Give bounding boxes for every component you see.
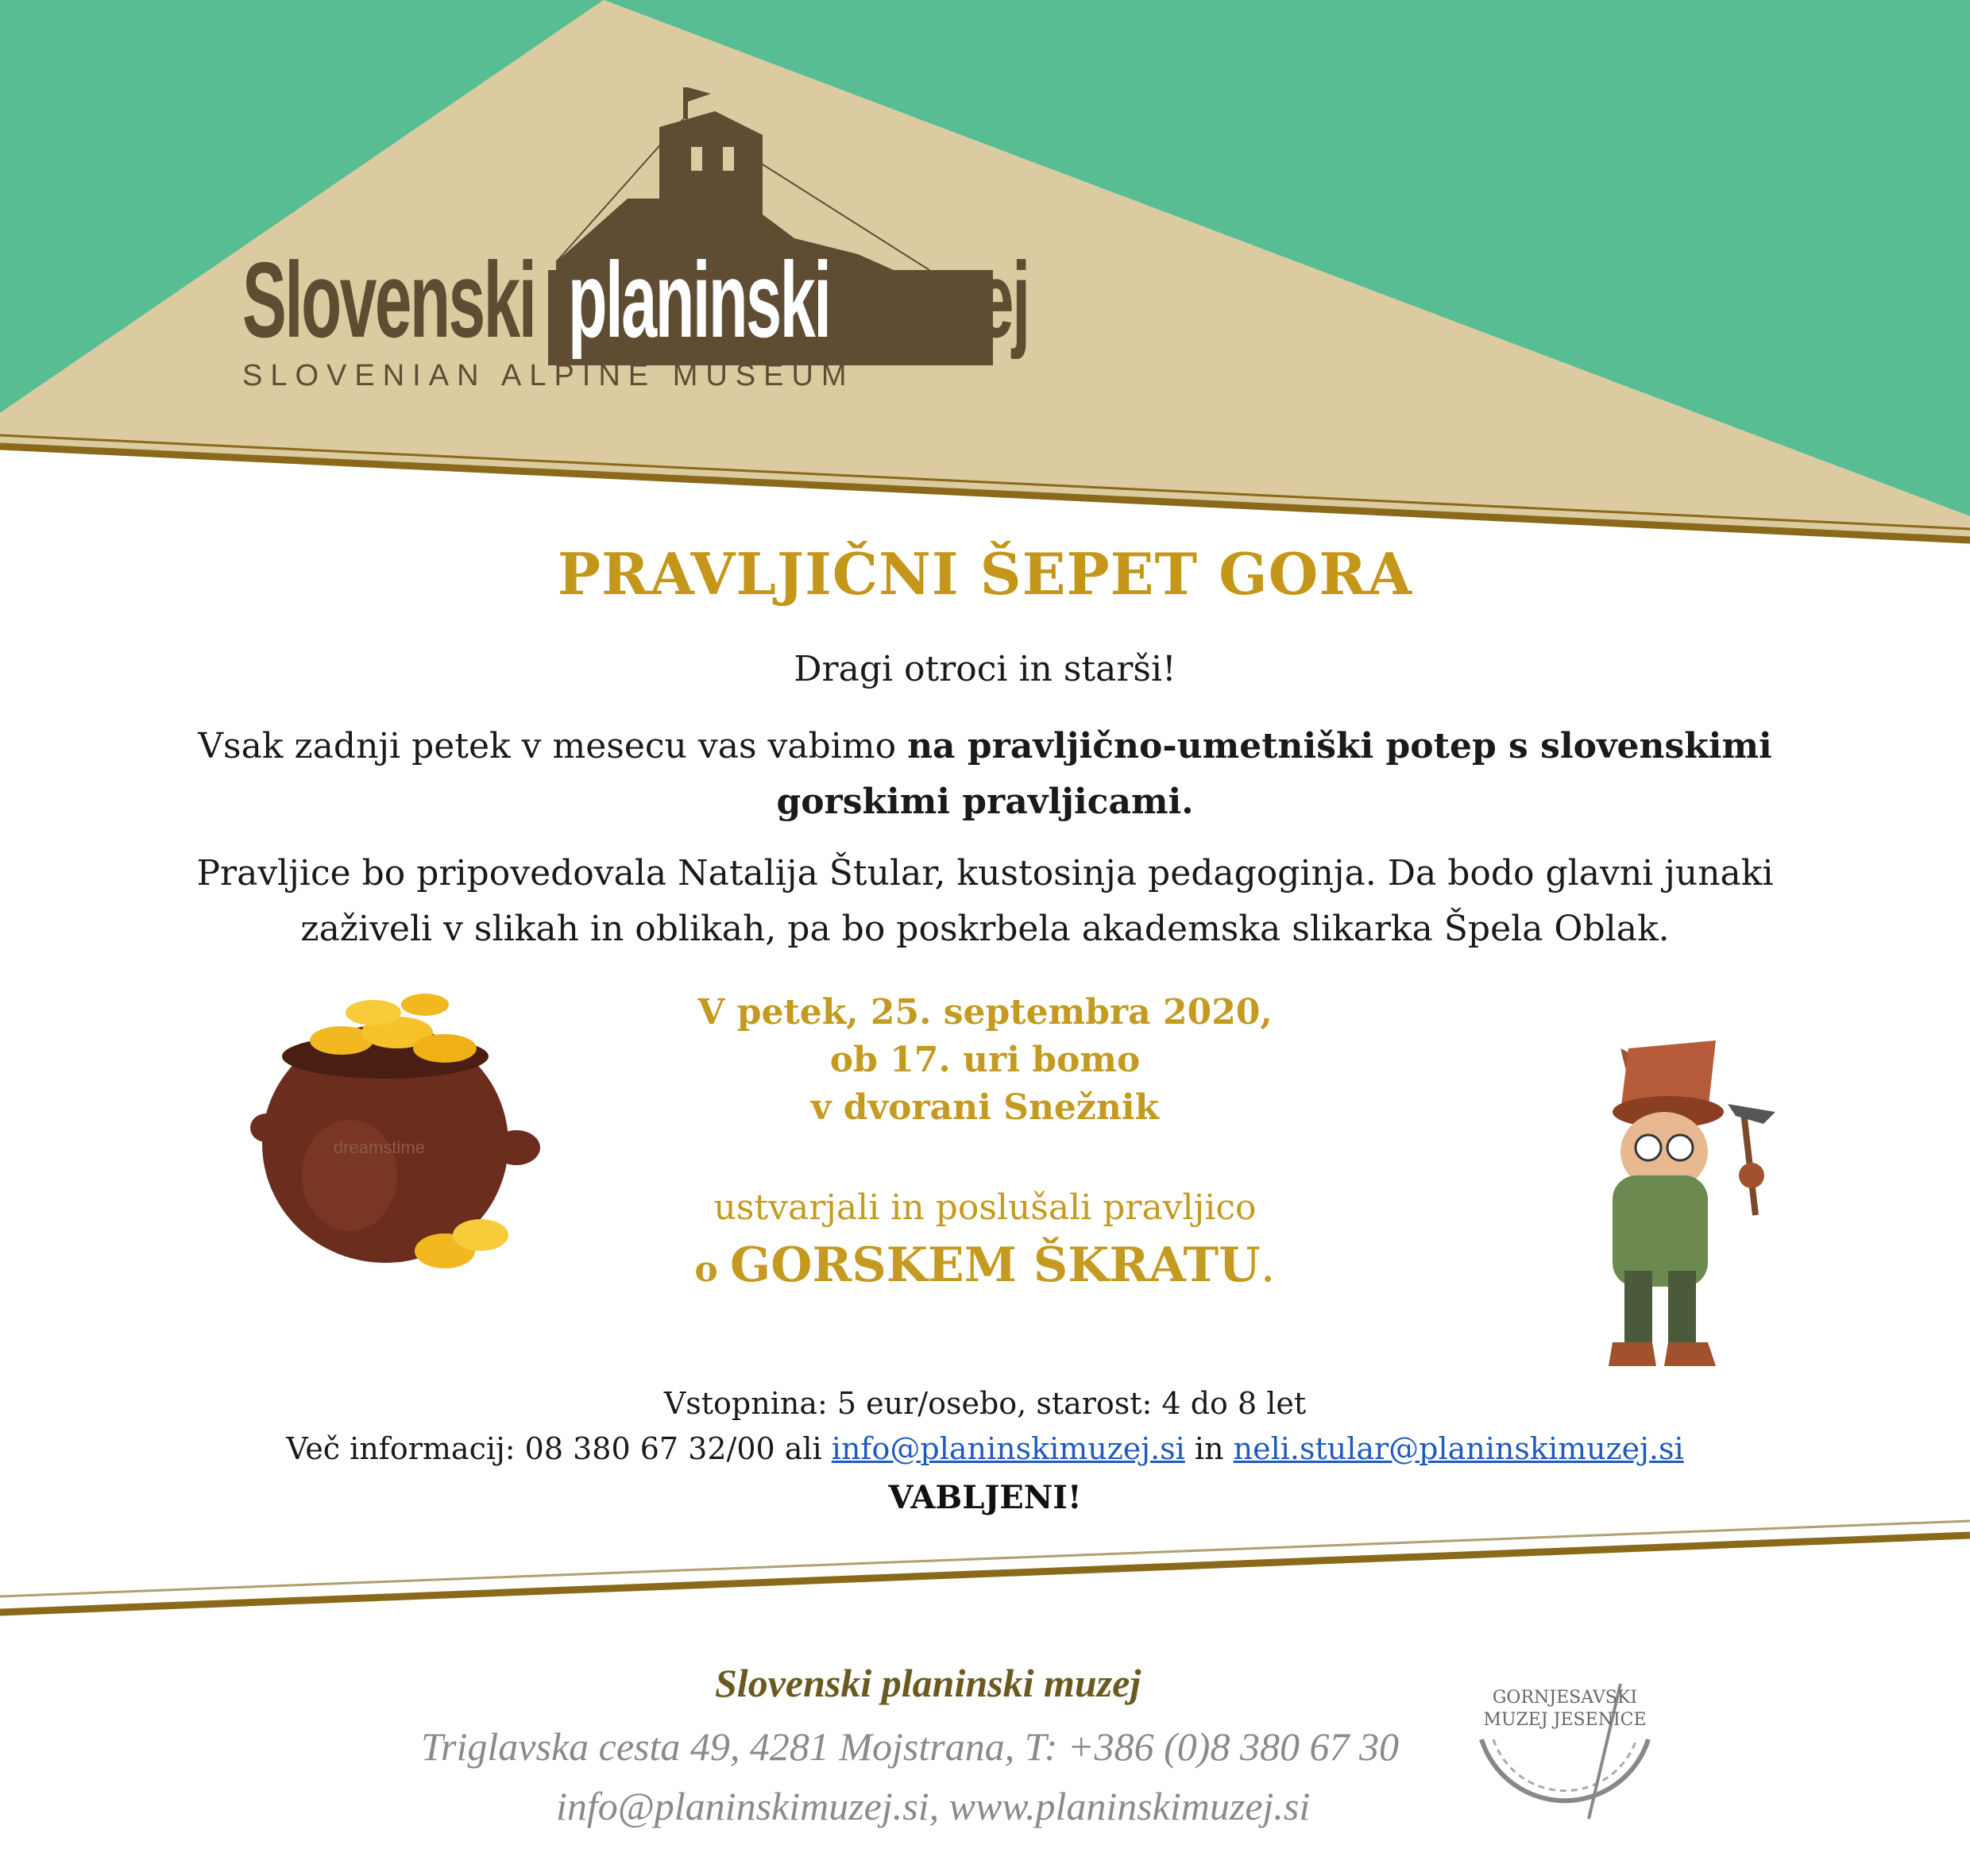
footer-museum-name: Slovenski planinski muzej [715, 1661, 1141, 1705]
description-paragraph [0, 846, 1970, 957]
footer-line-thick [0, 1535, 1970, 1612]
subject-name: GORSKEM ŠKRATU [730, 1237, 1261, 1293]
intro-paragraph [0, 719, 1970, 830]
logo-word-slovenski: Slovenski [242, 240, 535, 360]
greeting: Dragi otroci in starši! [794, 649, 1176, 689]
event-date: V petek, 25. septembra 2020, [697, 992, 1273, 1033]
footer-line-thin [0, 1521, 1970, 1596]
logo-word-planinski: planinski [568, 240, 830, 360]
image-watermark: dreamstime [334, 1137, 425, 1157]
contact-info [0, 1431, 1970, 1466]
logo-word-muzej: muzej [850, 240, 1029, 360]
description-line-1: Pravljice bo pripovedovala Natalija Štular, kustosinja pedagoginja. Da bodo glavni junaki [196, 853, 1774, 894]
event-title: PRAVLJIČNI ŠEPET GORA [557, 540, 1413, 608]
entry-info: Vstopnina: 5 eur/osebo, starost: 4 do 8 let [663, 1386, 1307, 1421]
event-date-block [0, 989, 1970, 1132]
partner-logo-line2: MUZEJ JESENICE [1483, 1710, 1647, 1730]
contact-mid: in [1184, 1431, 1234, 1466]
intro-bold-text-2: gorskimi pravljicami. [776, 782, 1194, 822]
email-info-link[interactable]: info@planinskimuzej.si [831, 1431, 1185, 1466]
welcome-text: VABLJENI! [888, 1479, 1082, 1516]
event-time: ob 17. uri bomo [829, 1040, 1141, 1080]
event-venue: v dvorani Snežnik [810, 1087, 1160, 1128]
intro-bold-text: na pravljično-umetniški potep s slovenskimi [907, 726, 1772, 766]
event-subject [0, 1237, 1970, 1293]
footer-web: info@planinskimuzej.si, www.planinskimuzej.si [556, 1784, 1311, 1828]
email-neli-link[interactable]: neli.stular@planinskimuzej.si [1233, 1431, 1684, 1466]
intro-plain-text: Vsak zadnji petek v mesecu vas vabimo [198, 726, 908, 766]
contact-prefix: Več informacij: 08 380 67 32/00 ali [286, 1431, 832, 1466]
logo-wordmark [242, 238, 1068, 365]
subject-prefix: o [694, 1249, 731, 1290]
subject-suffix: . [1260, 1237, 1276, 1293]
partner-logo-line1: GORNJESAVSKI [1492, 1688, 1638, 1708]
event-activity: ustvarjali in poslušali pravljico [713, 1187, 1257, 1228]
description-line-2: zaživeli v slikah in oblikah, pa bo poskrbela akademska slikarka Špela Oblak. [300, 909, 1670, 949]
footer-address: Triglavska cesta 49, 4281 Mojstrana, T: +386 (0)8 380 67 30 [421, 1724, 1399, 1769]
logo-subtitle: SLOVENIAN ALPINE MUSEUM [242, 359, 855, 392]
